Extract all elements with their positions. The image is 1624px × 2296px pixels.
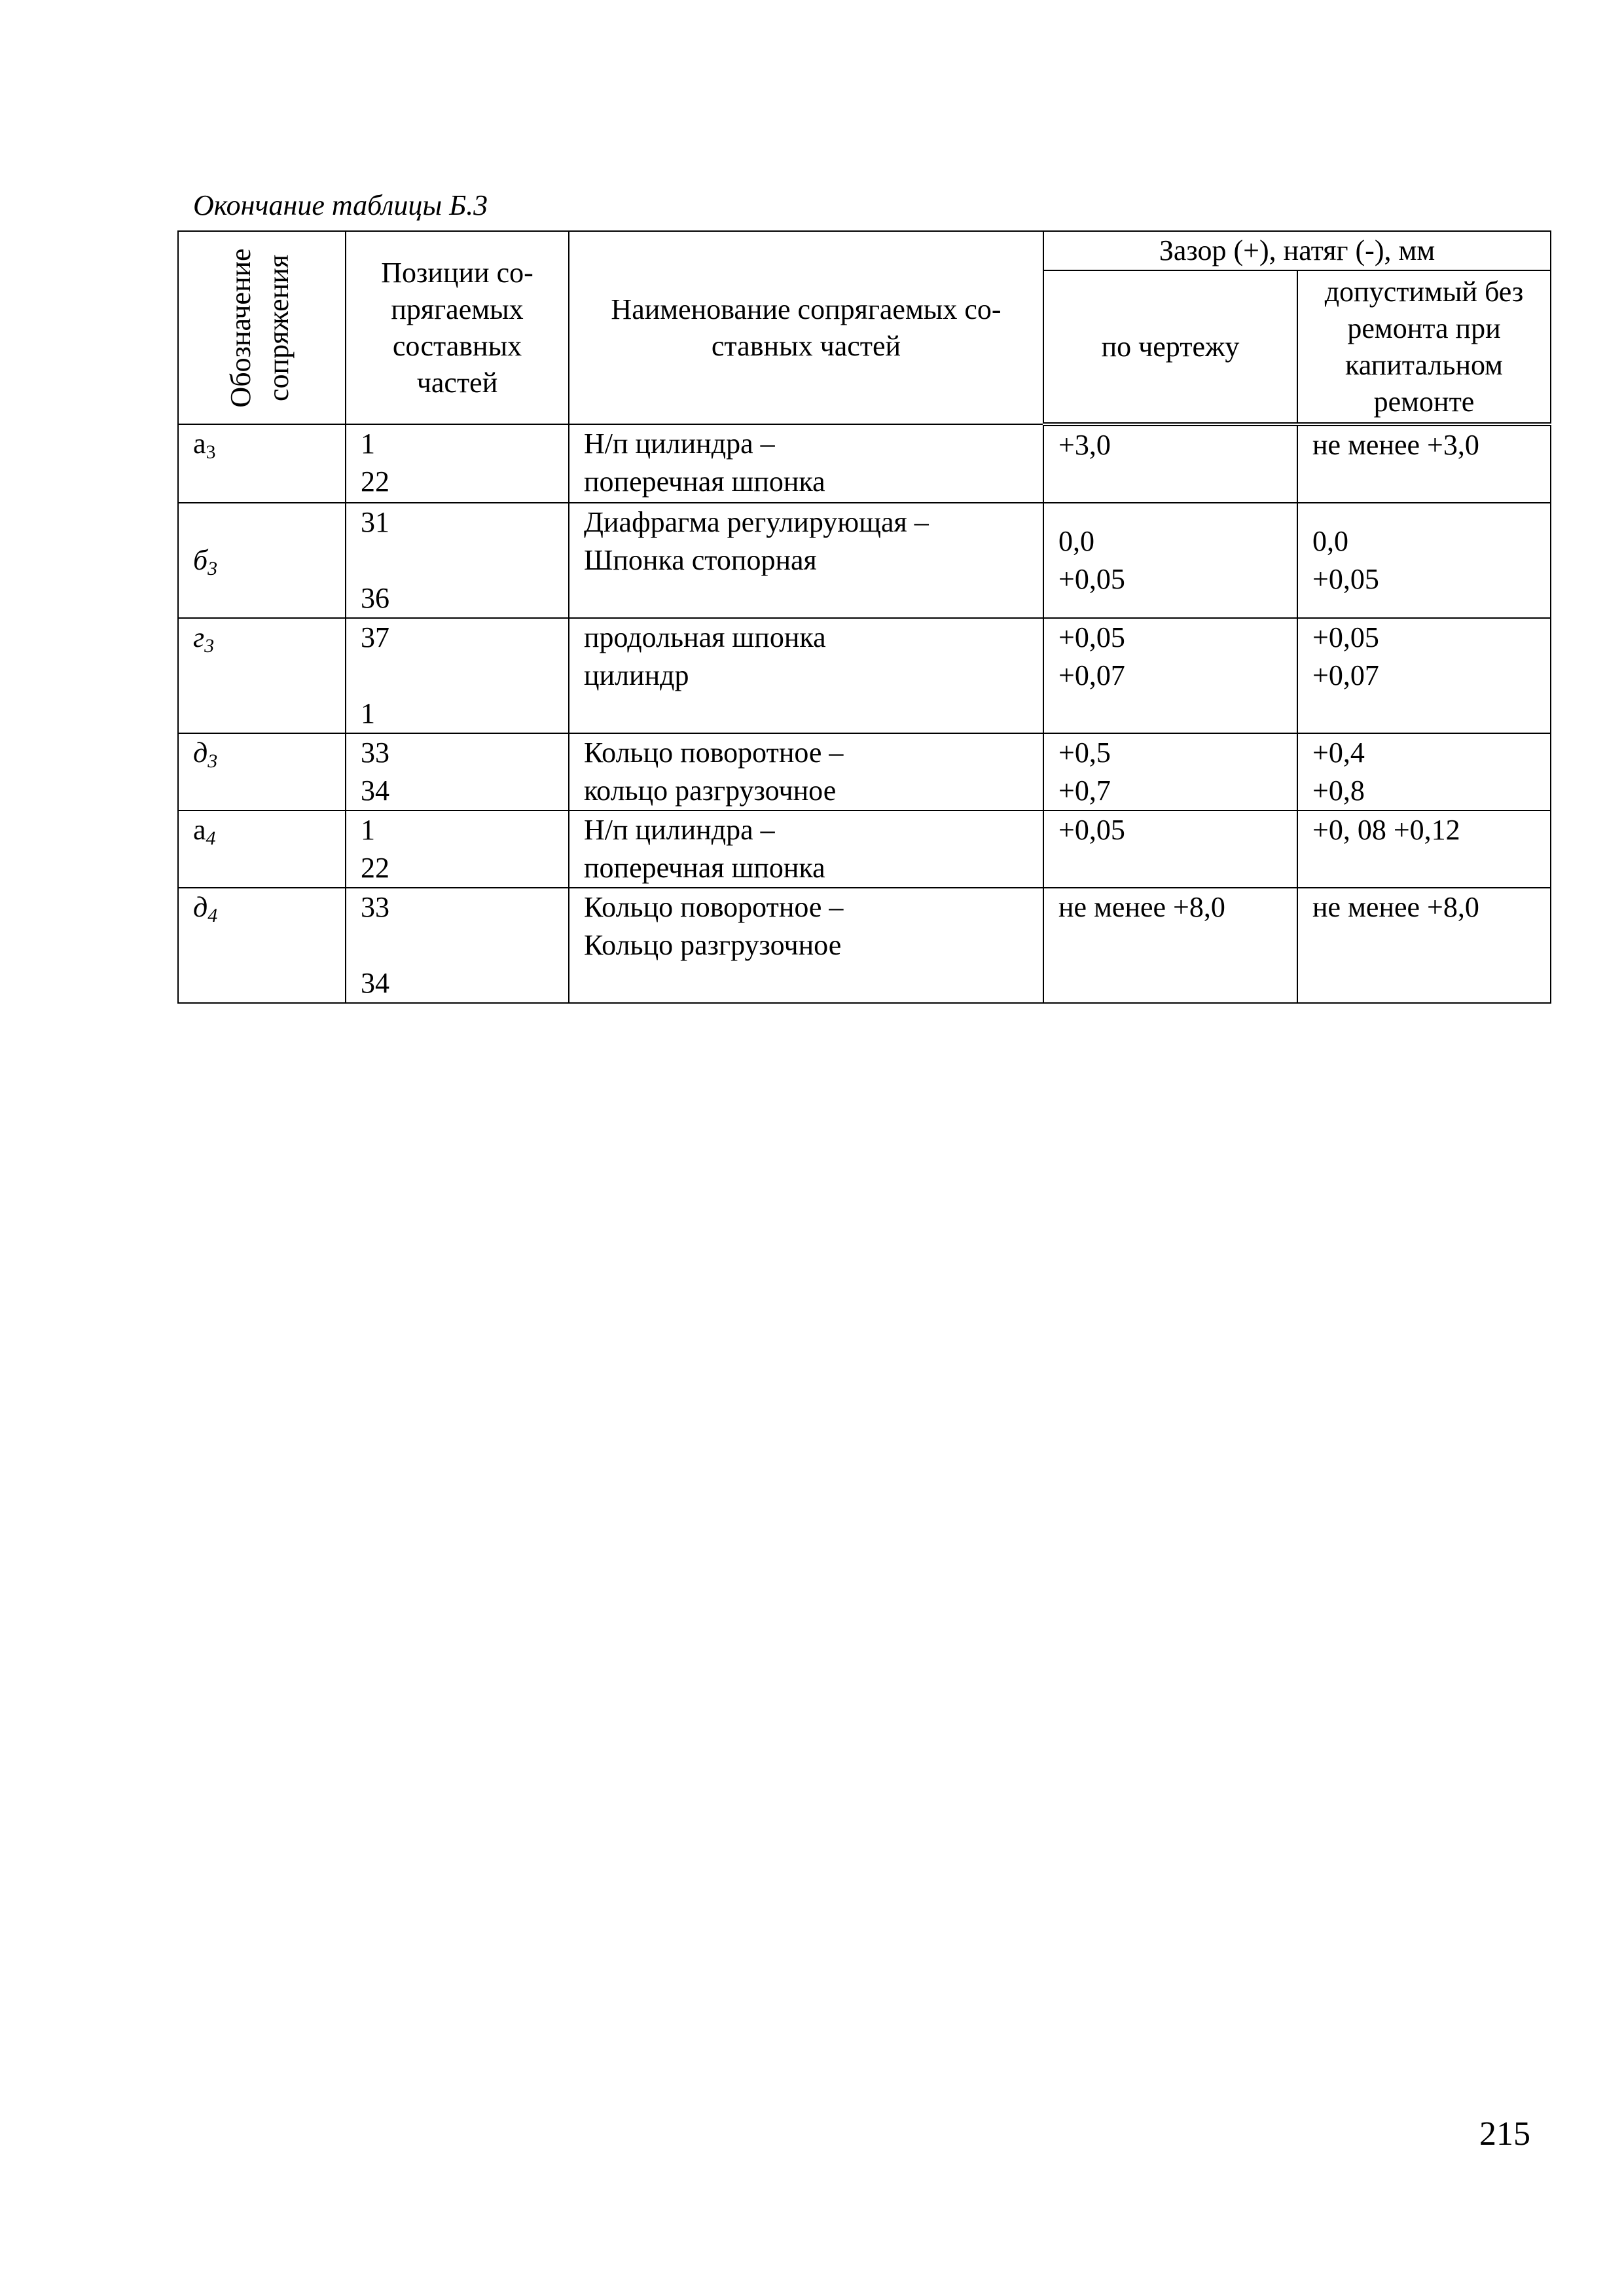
positions-cell bbox=[346, 503, 569, 618]
designation-cell bbox=[178, 733, 346, 811]
allowed-value: +0,05 bbox=[1312, 563, 1379, 595]
position-value: 37 bbox=[361, 621, 389, 653]
parts-name-cell bbox=[569, 811, 1043, 888]
by-drawing-cell bbox=[1043, 888, 1297, 1003]
parts-name-line: Кольцо поворотное – bbox=[584, 737, 844, 769]
position-value: 34 bbox=[361, 967, 389, 999]
designation-cell bbox=[178, 811, 346, 888]
by-drawing-value: +0,07 bbox=[1058, 659, 1125, 691]
header-positions-line: частей bbox=[416, 366, 498, 399]
by-drawing-value: не менее +8,0 bbox=[1058, 891, 1225, 923]
allowed-cell bbox=[1297, 503, 1551, 618]
table-caption: Окончание таблицы Б.3 bbox=[193, 189, 488, 221]
allowed-value: 0,0 bbox=[1312, 525, 1348, 557]
positions-cell bbox=[346, 618, 569, 733]
parts-name-line: Н/п цилиндра – bbox=[584, 428, 775, 460]
allowed-cell bbox=[1297, 424, 1551, 503]
parts-name-line: Кольцо разгрузочное bbox=[584, 929, 842, 961]
position-value: 33 bbox=[361, 891, 389, 923]
parts-name-line: продольная шпонка bbox=[584, 621, 826, 653]
parts-name-cell bbox=[569, 618, 1043, 733]
designation-subscript: 3 bbox=[204, 635, 215, 657]
parts-name-line: цилиндр bbox=[584, 659, 689, 691]
parts-name-line: поперечная шпонка bbox=[584, 465, 825, 498]
parts-name-cell bbox=[569, 733, 1043, 811]
by-drawing-cell bbox=[1043, 618, 1297, 733]
position-value: 1 bbox=[361, 428, 375, 460]
position-value: 33 bbox=[361, 737, 389, 769]
parts-name-cell bbox=[569, 424, 1043, 503]
by-drawing-value: 0,0 bbox=[1058, 525, 1094, 557]
position-value bbox=[361, 657, 568, 695]
table-row bbox=[178, 888, 1551, 1003]
by-drawing-value: +0,7 bbox=[1058, 774, 1111, 807]
position-value bbox=[361, 926, 568, 964]
parts-name-line: Шпонка стопорная bbox=[584, 544, 817, 576]
position-value: 31 bbox=[361, 506, 389, 538]
designation-letter: д bbox=[193, 891, 208, 923]
position-value: 1 bbox=[361, 697, 375, 729]
designation-letter: д bbox=[193, 737, 208, 769]
header-by-drawing: по чертежу bbox=[1043, 270, 1297, 424]
allowed-value: +0,05 bbox=[1312, 621, 1379, 653]
parts-name-cell bbox=[569, 503, 1043, 618]
position-value: 22 bbox=[361, 465, 389, 498]
position-value: 36 bbox=[361, 582, 389, 614]
header-designation bbox=[178, 231, 346, 424]
header-allowed-line: капитальном bbox=[1344, 348, 1503, 381]
mating-parts-table bbox=[177, 230, 1551, 1004]
designation-subscript: 3 bbox=[208, 750, 218, 772]
designation-cell bbox=[178, 503, 346, 618]
by-drawing-value: +0,05 bbox=[1058, 814, 1125, 846]
designation-cell bbox=[178, 424, 346, 503]
parts-name-line: Н/п цилиндра – bbox=[584, 814, 775, 846]
allowed-value: +0,8 bbox=[1312, 774, 1365, 807]
allowed-cell bbox=[1297, 888, 1551, 1003]
positions-cell bbox=[346, 888, 569, 1003]
allowed-cell bbox=[1297, 733, 1551, 811]
by-drawing-cell bbox=[1043, 503, 1297, 618]
table-row bbox=[178, 733, 1551, 811]
position-value: 22 bbox=[361, 852, 389, 884]
by-drawing-value: +0,05 bbox=[1058, 563, 1125, 595]
allowed-value: не менее +3,0 bbox=[1312, 429, 1479, 461]
allowed-value: +0,07 bbox=[1312, 659, 1379, 691]
designation-letter: а bbox=[193, 814, 206, 846]
designation-subscript: 4 bbox=[206, 828, 216, 849]
header-allowed bbox=[1297, 270, 1551, 424]
table-row bbox=[178, 811, 1551, 888]
allowed-value: не менее +8,0 bbox=[1312, 891, 1479, 923]
designation-letter: б bbox=[193, 544, 208, 576]
positions-cell bbox=[346, 424, 569, 503]
designation-subscript: 3 bbox=[208, 558, 218, 579]
table-body bbox=[178, 424, 1551, 1003]
header-positions-line: Позиции со- bbox=[381, 256, 533, 289]
by-drawing-value: +0,5 bbox=[1058, 737, 1111, 769]
designation-cell bbox=[178, 888, 346, 1003]
designation-letter: г bbox=[193, 621, 205, 653]
by-drawing-cell bbox=[1043, 424, 1297, 503]
header-allowed-line: допустимый без bbox=[1324, 275, 1524, 308]
header-positions-line: прягаемых bbox=[391, 293, 524, 325]
designation-cell bbox=[178, 618, 346, 733]
by-drawing-value: +0,05 bbox=[1058, 621, 1125, 653]
table-row bbox=[178, 424, 1551, 503]
designation-subscript: 3 bbox=[206, 441, 216, 463]
allowed-value: +0,4 bbox=[1312, 737, 1365, 769]
allowed-value: +0, 08 +0,12 bbox=[1312, 814, 1460, 846]
header-positions bbox=[346, 231, 569, 424]
page-number: 215 bbox=[1479, 2115, 1530, 2153]
parts-name-line: кольцо разгрузочное bbox=[584, 774, 837, 807]
header-designation-line: Обозначение bbox=[225, 247, 257, 408]
header-designation-line: сопряжения bbox=[262, 254, 295, 401]
by-drawing-value: +3,0 bbox=[1058, 429, 1111, 461]
header-clearance-group: Зазор (+), натяг (-), мм bbox=[1043, 231, 1551, 270]
positions-cell bbox=[346, 811, 569, 888]
allowed-cell bbox=[1297, 811, 1551, 888]
designation-subscript: 4 bbox=[208, 905, 218, 926]
position-value: 34 bbox=[361, 774, 389, 807]
allowed-cell bbox=[1297, 618, 1551, 733]
header-positions-line: составных bbox=[392, 329, 522, 362]
positions-cell bbox=[346, 733, 569, 811]
header-allowed-line: ремонте bbox=[1373, 385, 1475, 418]
parts-name-line: поперечная шпонка bbox=[584, 852, 825, 884]
designation-letter: а bbox=[193, 428, 206, 460]
by-drawing-cell bbox=[1043, 733, 1297, 811]
parts-name-cell bbox=[569, 888, 1043, 1003]
position-value bbox=[361, 541, 568, 579]
table-row bbox=[178, 503, 1551, 618]
by-drawing-cell bbox=[1043, 811, 1297, 888]
position-value: 1 bbox=[361, 814, 375, 846]
parts-name-line: Кольцо поворотное – bbox=[584, 891, 844, 923]
header-name-line: ставных частей bbox=[711, 329, 901, 362]
table-row bbox=[178, 618, 1551, 733]
parts-name-line: Диафрагма регулирующая – bbox=[584, 506, 929, 538]
header-allowed-line: ремонта при bbox=[1347, 312, 1501, 344]
header-name-line: Наименование сопрягаемых со- bbox=[611, 293, 1001, 325]
header-name bbox=[569, 231, 1043, 424]
